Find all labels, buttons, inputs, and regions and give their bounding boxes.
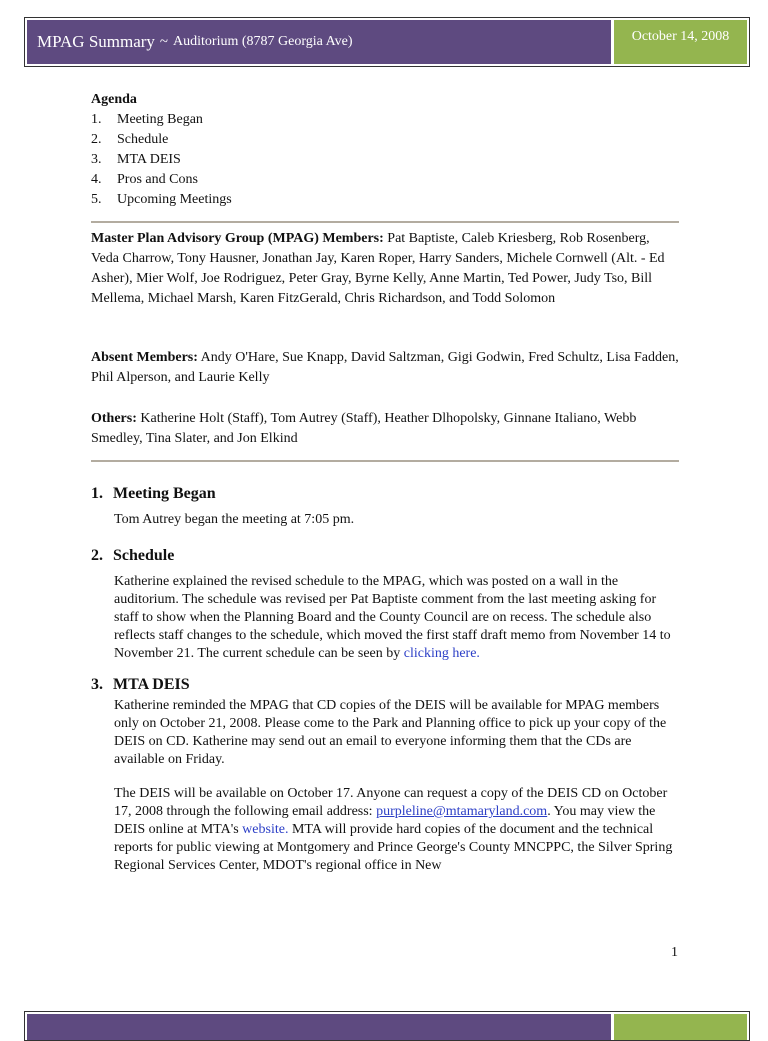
agenda-item-label: Upcoming Meetings	[117, 192, 232, 207]
section-number: 3.	[91, 676, 103, 693]
deis-text: The DEIS will be available on October 17. Anyone can request a copy of the DEIS CD on October 17, 2008 through the following email address:	[114, 786, 668, 819]
section-body-schedule	[114, 573, 680, 663]
agenda-item-number: 2.	[91, 132, 102, 147]
members-list: Pat Baptiste, Caleb Kriesberg, Rob Rosenberg, Veda Charrow, Tony Hausner, Jonathan Jay, Karen Roper, Harry Sanders, Michele Cornwell (Alt. - Ed Asher), Mier Wolf, Joe Rodriguez, Peter Gray, Byrne Kelly, Anne Martin, Ted Power, Judy Tso, Bill Mellema, Michael Marsh, Karen FitzGerald, Chris Richardson, and Todd Solomon	[91, 231, 665, 306]
divider	[91, 221, 679, 223]
page-header	[24, 17, 750, 67]
agenda-item-number: 1.	[91, 112, 102, 127]
section-heading-schedule	[91, 547, 174, 565]
agenda-item-number: 4.	[91, 172, 102, 187]
page-number: 1	[671, 945, 678, 960]
section-heading-meeting-began	[91, 485, 216, 503]
agenda-heading: Agenda	[91, 92, 137, 107]
next-page-date-cell	[614, 1014, 747, 1040]
agenda	[91, 90, 232, 210]
absent-label: Absent Members:	[91, 350, 198, 365]
title-separator: ~	[159, 33, 169, 50]
next-page-header	[24, 1011, 750, 1041]
next-page-title-cell	[27, 1014, 611, 1040]
others-label: Others:	[91, 411, 137, 426]
section-number: 2.	[91, 547, 103, 564]
section-number: 1.	[91, 485, 103, 502]
agenda-item-label: Schedule	[117, 132, 169, 147]
agenda-item-number: 5.	[91, 192, 102, 207]
section-title: MTA DEIS	[113, 676, 190, 693]
others-paragraph	[91, 409, 679, 449]
agenda-item	[91, 150, 232, 170]
agenda-item-label: MTA DEIS	[117, 152, 181, 167]
agenda-item-label: Meeting Began	[117, 112, 203, 127]
agenda-item-number: 3.	[91, 152, 102, 167]
section-body-mta-deis-2	[114, 785, 680, 875]
agenda-item	[91, 190, 232, 210]
members-paragraph	[91, 229, 679, 309]
agenda-list	[91, 110, 232, 210]
website-link[interactable]: website.	[242, 822, 289, 837]
others-list: Katherine Holt (Staff), Tom Autrey (Staff), Heather Dlhopolsky, Ginnane Italiano, Webb Smedley, Tina Slater, and Jon Elkind	[91, 411, 637, 446]
deis-text: . You may view the DEIS online at MTA's	[114, 804, 656, 837]
absent-paragraph	[91, 348, 679, 388]
deis-text: MTA will provide hard copies of the document and the technical reports for public viewing at Montgomery and Prince George's County MNCPPC, the Silver Spring Regional Services Center, MDOT's regional office in New	[114, 822, 673, 873]
email-link[interactable]: purpleline@mtamaryland.com	[376, 804, 548, 819]
members-label: Master Plan Advisory Group (MPAG) Members:	[91, 231, 384, 246]
absent-list: Andy O'Hare, Sue Knapp, David Saltzman, Gigi Godwin, Fred Schultz, Lisa Fadden, Phil Alperson, and Laurie Kelly	[91, 350, 679, 385]
divider	[91, 460, 679, 462]
header-date: October 14, 2008	[614, 20, 747, 64]
agenda-item	[91, 170, 232, 190]
schedule-text: Katherine explained the revised schedule to the MPAG, which was posted on a wall in the auditorium. The schedule was revised per Pat Baptiste comment from the last meeting asking for staff to show when the Planning Board and the County Council are on recess. The schedule also reflects staff changes to the schedule, which moved the first staff draft memo from November 14 to November 21. The current schedule can be seen by	[114, 574, 671, 661]
agenda-item-label: Pros and Cons	[117, 172, 198, 187]
section-heading-mta-deis	[91, 676, 190, 694]
section-title: Schedule	[113, 547, 175, 564]
section-body-mta-deis-1: Katherine reminded the MPAG that CD copies of the DEIS will be available for MPAG members only on October 21, 2008. Please come to the Park and Planning office to pick up your copy of the DEIS on CD. Katherine may send out an email to everyone informing them that the CDs are available on Friday.	[114, 698, 667, 767]
document-title: MPAG Summary	[37, 32, 155, 51]
section-body-meeting-began: Tom Autrey began the meeting at 7:05 pm.	[114, 512, 355, 527]
agenda-item	[91, 110, 232, 130]
header-title-cell	[27, 20, 611, 64]
schedule-link[interactable]: clicking here.	[403, 646, 480, 661]
section-title: Meeting Began	[113, 485, 216, 502]
agenda-item	[91, 130, 232, 150]
document-location: Auditorium (8787 Georgia Ave)	[173, 34, 353, 49]
